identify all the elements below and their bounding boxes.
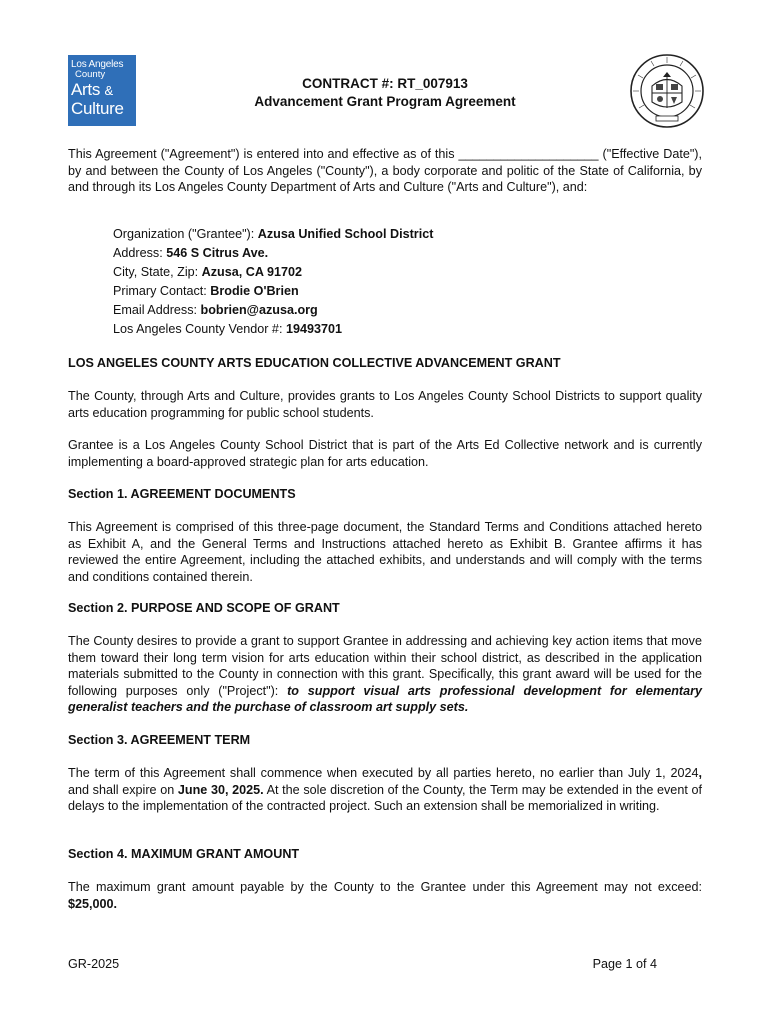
page-number: Page 1 of 4 bbox=[592, 957, 657, 971]
agreement-title: Advancement Grant Program Agreement bbox=[254, 94, 516, 109]
section-3-body: The term of this Agreement shall commence when executed by all parties hereto, no earlier than July 1, 2024, and shall expire on June 30, 2025. At the sole discretion of the County, the Term may be extended in the event of delays to the implementation of the contracted project. Such an extension shall be memorialized in writing. bbox=[68, 766, 702, 814]
section-1-heading: Section 1. AGREEMENT DOCUMENTS bbox=[68, 487, 296, 501]
grantee-info bbox=[113, 225, 433, 339]
grant-amount: $25,000. bbox=[68, 896, 118, 911]
section-3-heading: Section 3. AGREEMENT TERM bbox=[68, 733, 251, 747]
section-4-body: The maximum grant amount payable by the County to the Grantee under this Agreement may not exceed: $25,000. bbox=[68, 880, 702, 911]
project-purpose: to support visual arts professional development for elementary generalist teachers and the purchase of classroom art supply sets. bbox=[68, 683, 703, 715]
section-1-body: This Agreement is comprised of this three-page document, the Standard Terms and Conditions attached hereto as Exhibit A, and the General Terms and Instructions attached hereto as Exhibit B. Grantee affirms it has reviewed the entire Agreement, including the attached exhibits, and understands and will comply with the terms and conditions contained therein. bbox=[68, 520, 702, 584]
section-4-heading: Section 4. MAXIMUM GRANT AMOUNT bbox=[68, 847, 300, 861]
grantee-address: Address: 546 S Citrus Ave. bbox=[113, 246, 269, 260]
intro-paragraph: This Agreement ("Agreement") is entered into and effective as of this ____________________ ("Effective Date"), by and between the County of Los Angeles ("County"), a body corporate and politic of the State of California, by and through its Los Angeles County Department of Arts and Culture ("Arts and Culture"), and: bbox=[68, 147, 702, 195]
county-seal-icon bbox=[629, 53, 705, 129]
logo-line: Los Angeles bbox=[71, 59, 124, 70]
logo-line: Arts & bbox=[71, 80, 113, 99]
contract-number: CONTRACT #: RT_007913 bbox=[302, 76, 468, 91]
form-code: GR-2025 bbox=[68, 957, 120, 971]
grantee-vendor: Los Angeles County Vendor #: 19493701 bbox=[113, 322, 342, 336]
section-2-body: The County desires to provide a grant to support Grantee in addressing and achieving key action items that move them toward their long term vision for arts education within their school district, as described in the application materials submitted to the County in connection with this grant. Specifically, this grant award will be used for the following purposes only ("Project"): to support visual arts professional development for elementary generalist teachers and the purchase of classroom art supply sets. bbox=[68, 634, 703, 715]
grant-paragraph-1: The County, through Arts and Culture, provides grants to Los Angeles County School Districts to support quality arts education programming for public school students. bbox=[68, 389, 702, 420]
section-2-heading: Section 2. PURPOSE AND SCOPE OF GRANT bbox=[68, 601, 340, 615]
grantee-contact: Primary Contact: Brodie O'Brien bbox=[113, 284, 299, 298]
logo-line: County bbox=[75, 69, 106, 80]
grantee-organization: Organization ("Grantee"): Azusa Unified School District bbox=[113, 227, 434, 241]
grantee-city: City, State, Zip: Azusa, CA 91702 bbox=[113, 265, 302, 279]
expiration-date: June 30, 2025. bbox=[177, 782, 264, 797]
grant-paragraph-2: Grantee is a Los Angeles County School District that is part of the Arts Ed Collective network and is currently implementing a board-approved strategic plan for arts education. bbox=[68, 438, 702, 469]
grantee-email: Email Address: bobrien@azusa.org bbox=[113, 303, 318, 317]
logo-line: Culture bbox=[71, 99, 124, 118]
grant-heading: LOS ANGELES COUNTY ARTS EDUCATION COLLECTIVE ADVANCEMENT GRANT bbox=[68, 356, 561, 370]
